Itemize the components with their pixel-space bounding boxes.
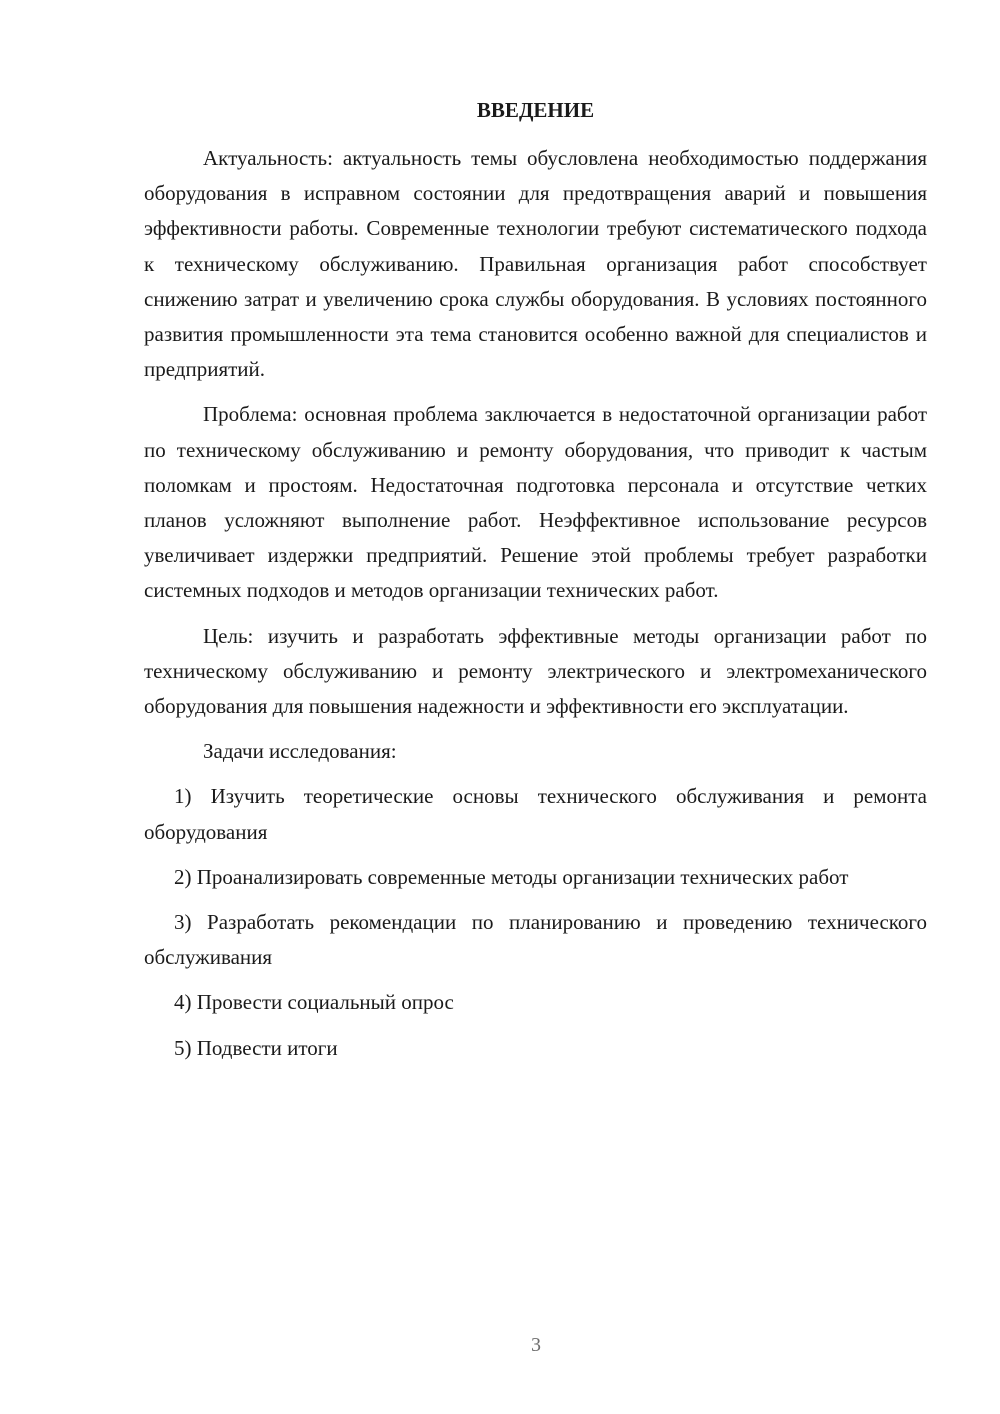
task-item: 5) Подвести итоги xyxy=(174,1035,338,1060)
task-item: 2) Проанализировать современные методы организации технических работ xyxy=(174,864,849,889)
task-item: 4) Провести социальный опрос xyxy=(174,990,454,1015)
relevance-paragraph: Актуальность: актуальность темы обусловлена необходимостью поддержания оборудования в исправном состоянии для предотвращения аварий и повышения эффективности работы. Современные технологии требуют систематического подхода к техническому обслуживанию. Правильная организация работ способствует снижению затрат и увеличению срока службы оборудования. В условиях постоянного развития промышленности эта тема становится особенно важной для специалистов и предприятий. xyxy=(144,146,927,382)
document-page xyxy=(144,95,927,1076)
task-item: 3) Разработать рекомендации по планированию и проведению технического обслуживания xyxy=(144,910,927,970)
task-item: 1) Изучить теоретические основы технического обслуживания и ремонта оборудования xyxy=(144,784,927,844)
problem-paragraph: Проблема: основная проблема заключается в недостаточной организации работ по техническому обслуживанию и ремонту оборудования, что приводит к частым поломкам и простоям. Недостаточная подготовка персонала и отсутствие четких планов усложняют выполнение работ. Неэффективное использование ресурсов увеличивает издержки предприятий. Решение этой проблемы требует разработки системных подходов и методов организации технических работ. xyxy=(144,402,927,603)
section-title: ВВЕДЕНИЕ xyxy=(476,98,595,122)
tasks-heading: Задачи исследования: xyxy=(203,739,397,764)
goal-paragraph: Цель: изучить и разработать эффективные методы организации работ по техническому обслуживанию и ремонту электрического и электромеханического оборудования для повышения надежности и эффективности его эксплуатации. xyxy=(144,623,927,719)
tasks-list xyxy=(144,779,927,1065)
page-number: 3 xyxy=(531,1334,541,1356)
